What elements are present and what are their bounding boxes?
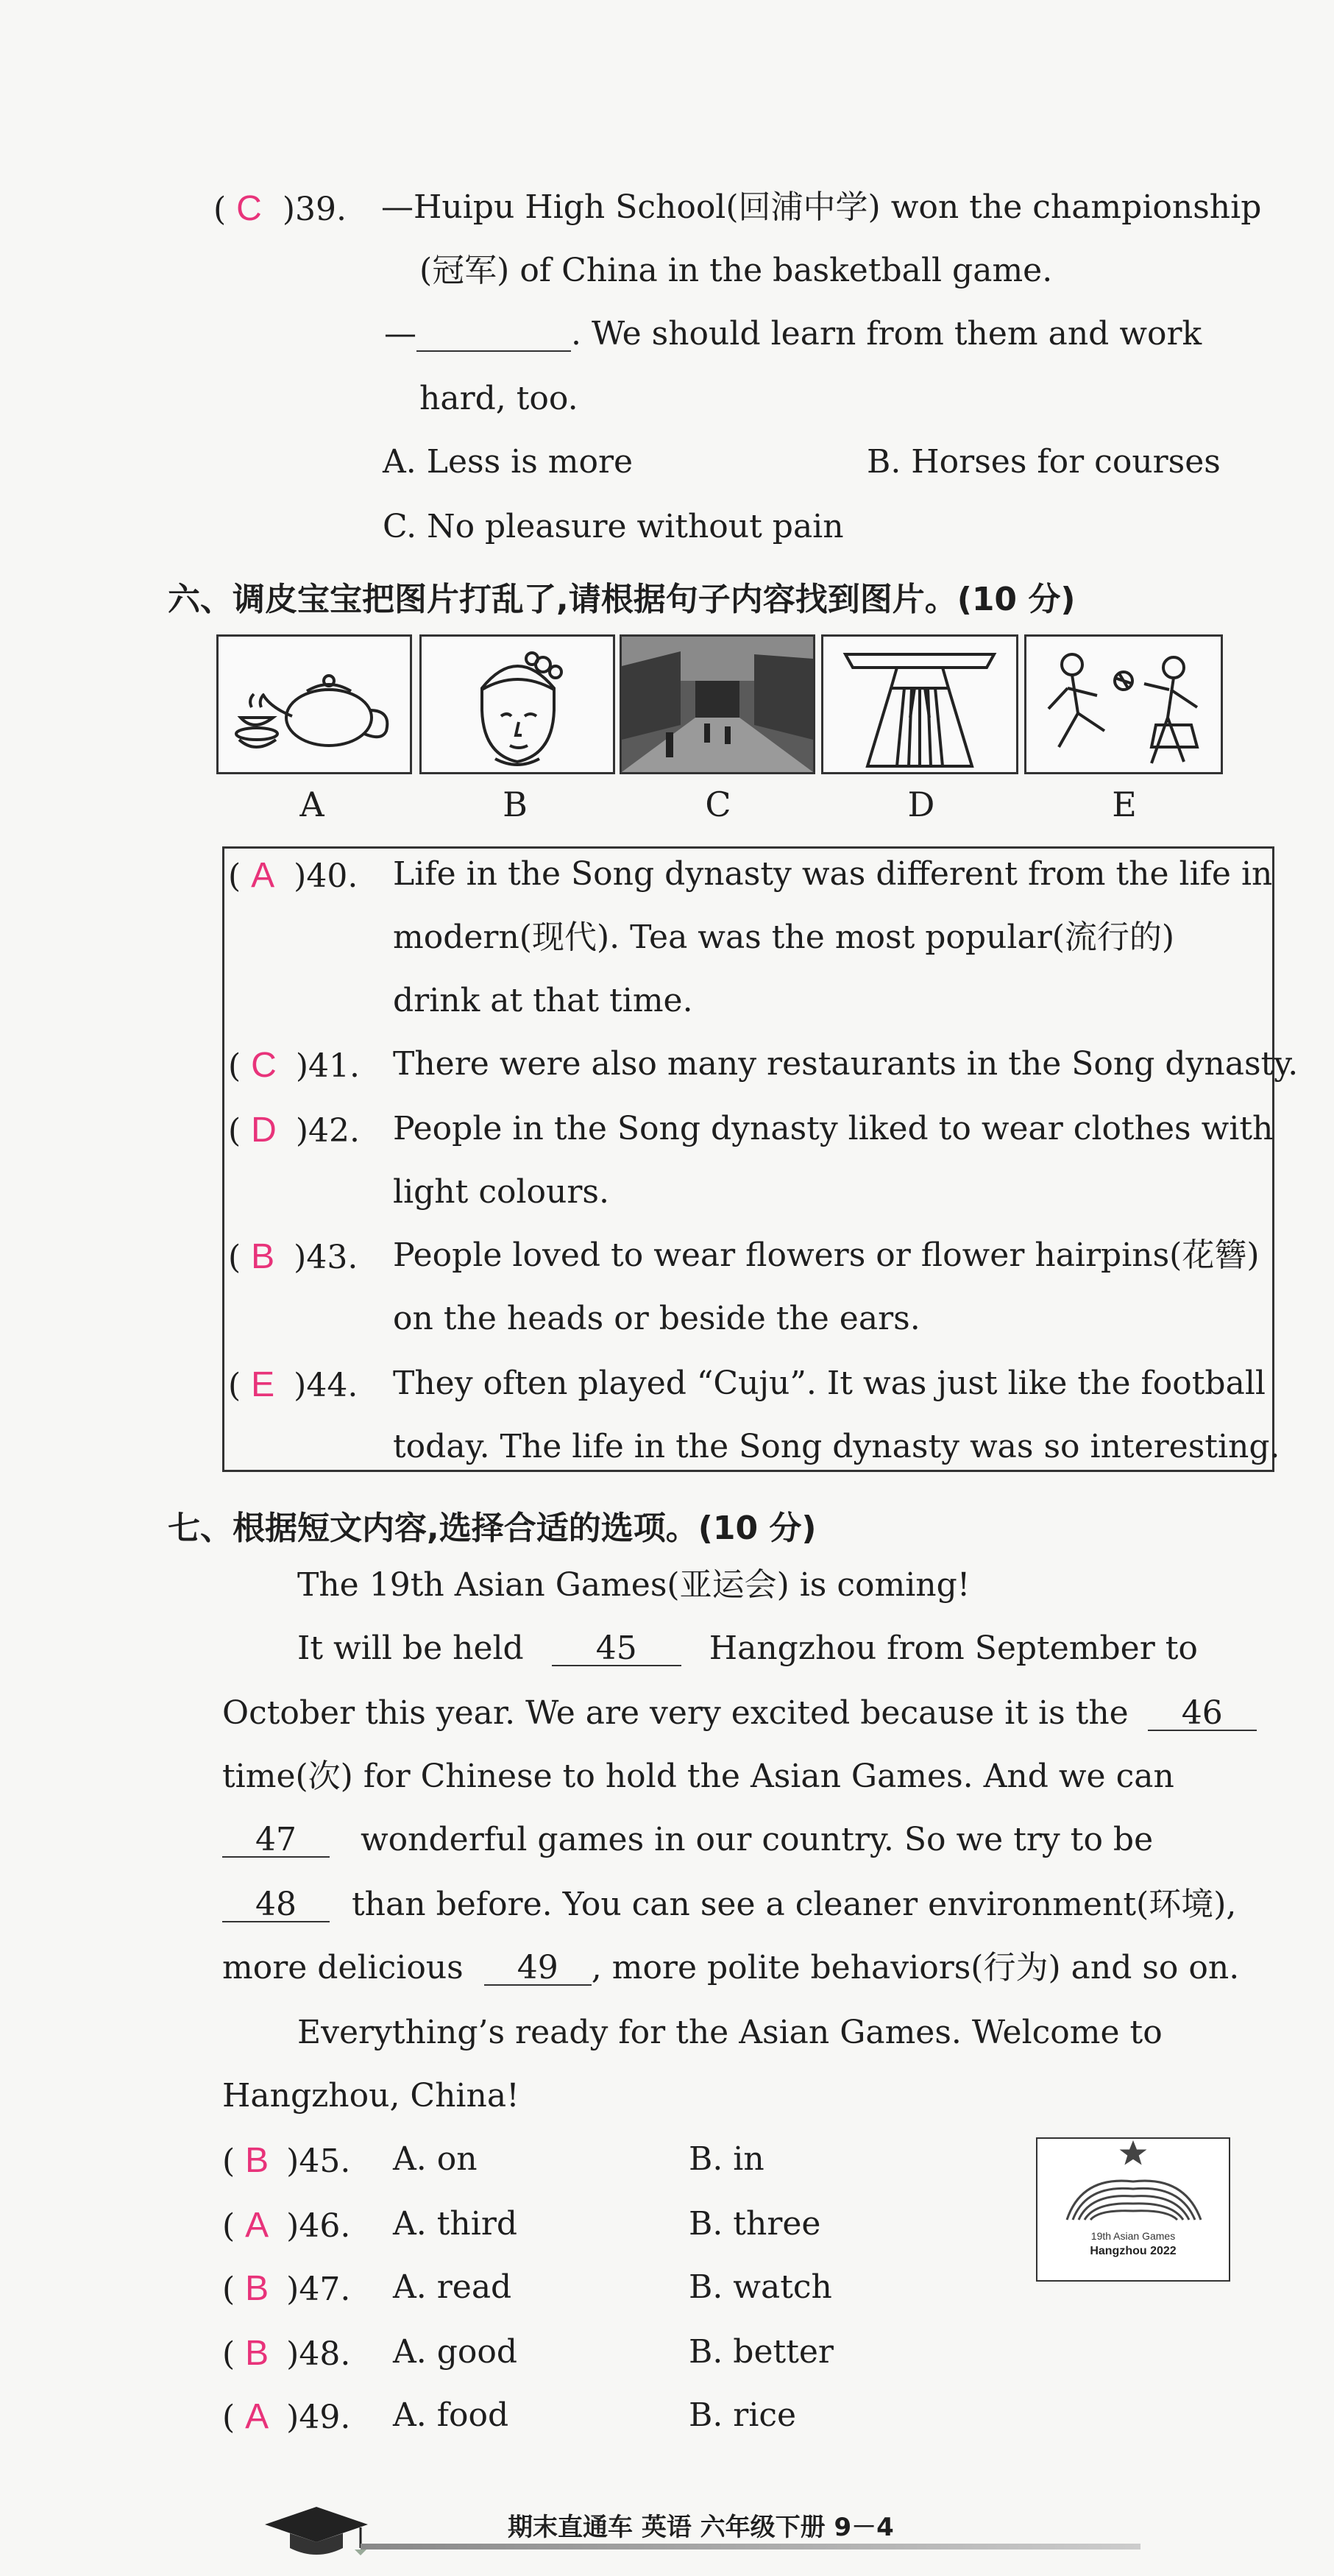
passage-text: than before. You can see a cleaner environment(环境), xyxy=(352,1886,1237,1923)
q44-number: )44. xyxy=(294,1367,358,1404)
q39-option-c: C. No pleasure without pain xyxy=(383,508,844,545)
choice-row-47: ( B )47. xyxy=(222,2269,351,2308)
blank-45: 45 xyxy=(552,1632,681,1666)
q42-row: ( D )42. xyxy=(228,1111,360,1150)
passage-line-1: The 19th Asian Games(亚运会) is coming! xyxy=(297,1566,971,1604)
q43-row: ( B )43. xyxy=(228,1237,358,1276)
q47-number: )47. xyxy=(286,2271,351,2308)
q43-line1: People loved to wear flowers or flower hairpins(花簪) xyxy=(393,1236,1260,1274)
picture-b-hairpin-woman xyxy=(419,634,615,774)
street-photo-icon xyxy=(622,637,813,772)
blank-46: 46 xyxy=(1148,1697,1257,1731)
q40-answer: A xyxy=(251,856,275,895)
choice-row-49: ( A )49. xyxy=(222,2397,351,2436)
q39-dash: — xyxy=(384,315,416,353)
section6-title: 六、调皮宝宝把图片打乱了,请根据句子内容找到图片。(10 分) xyxy=(168,581,1076,618)
choice-row-48: ( B )48. xyxy=(222,2334,351,2373)
q44-line2: today. The life in the Song dynasty was so interesting. xyxy=(393,1428,1280,1465)
q42-number: )42. xyxy=(295,1112,360,1150)
q39-line4: hard, too. xyxy=(419,380,578,417)
q41-number: )41. xyxy=(295,1047,360,1085)
passage-line-4: time(次) for Chinese to hold the Asian Games. And we can xyxy=(222,1758,1174,1795)
q39-line3 xyxy=(384,315,1202,353)
q44-answer: E xyxy=(251,1365,275,1404)
q39-number: )39. xyxy=(282,191,347,228)
q49-option-a: A. food xyxy=(393,2396,509,2434)
asian-games-emblem-icon xyxy=(1037,2139,1229,2280)
q42-answer: D xyxy=(251,1111,277,1150)
choice-row-45: ( B )45. xyxy=(222,2141,351,2180)
picture-a-teapot xyxy=(216,634,412,774)
q43-answer: B xyxy=(251,1237,275,1276)
passage-text: It will be held xyxy=(297,1630,524,1667)
cuju-players-icon xyxy=(1026,637,1221,772)
q49-answer: A xyxy=(245,2397,269,2436)
asian-games-logo xyxy=(1036,2137,1230,2282)
logo-line-2: Hangzhou 2022 xyxy=(1090,2245,1177,2257)
passage-line-6 xyxy=(222,1886,1237,1923)
picture-label-e: E xyxy=(1112,785,1137,824)
q45-answer: B xyxy=(245,2141,269,2180)
picture-e-cuju-players xyxy=(1024,634,1223,774)
q39-blank xyxy=(416,318,571,352)
passage-line-3 xyxy=(222,1694,1257,1732)
q46-number: )46. xyxy=(286,2207,351,2245)
q45-number: )45. xyxy=(286,2142,351,2180)
q46-answer: A xyxy=(245,2206,269,2245)
q47-option-a: A. read xyxy=(393,2268,512,2306)
passage-text: Hangzhou from September to xyxy=(709,1630,1198,1667)
passage-line-7 xyxy=(222,1949,1240,1986)
q48-option-a: A. good xyxy=(393,2333,518,2371)
q40-line2: modern(现代). Tea was the most popular(流行的) xyxy=(393,919,1175,956)
q40-row: ( A )40. xyxy=(228,856,358,895)
q44-line1: They often played “Cuju”. It was just like the football xyxy=(393,1365,1266,1402)
q40-line3: drink at that time. xyxy=(393,982,693,1019)
section7-title: 七、根据短文内容,选择合适的选项。(10 分) xyxy=(168,1510,817,1547)
q48-answer: B xyxy=(245,2334,269,2373)
paren-open: ( xyxy=(213,191,237,228)
passage-line-2 xyxy=(297,1632,1198,1666)
q48-option-b: B. better xyxy=(689,2333,834,2371)
q40-line1: Life in the Song dynasty was different from the life in xyxy=(393,855,1273,893)
picture-c-street-scene xyxy=(620,634,815,774)
picture-label-b: B xyxy=(503,785,528,824)
q47-option-b: B. watch xyxy=(689,2268,832,2306)
blank-47: 47 xyxy=(222,1824,330,1858)
dress-icon xyxy=(823,637,1016,772)
passage-text: wonderful games in our country. So we try to be xyxy=(361,1821,1154,1858)
q49-number: )49. xyxy=(286,2399,351,2436)
picture-label-a: A xyxy=(299,785,324,824)
q48-number: )48. xyxy=(286,2335,351,2373)
q46-option-b: B. three xyxy=(689,2205,821,2243)
footer-divider xyxy=(361,2544,1140,2550)
q39-option-a: A. Less is more xyxy=(383,443,634,481)
q42-line2: light colours. xyxy=(393,1173,609,1211)
woman-portrait-icon xyxy=(422,637,613,772)
passage-text: more delicious xyxy=(222,1949,464,1986)
blank-49: 49 xyxy=(484,1952,592,1986)
picture-label-c: C xyxy=(705,785,731,824)
q43-number: )43. xyxy=(294,1239,358,1276)
passage-text: October this year. We are very excited because it is the xyxy=(222,1694,1129,1732)
logo-line-1: 19th Asian Games xyxy=(1090,2230,1176,2242)
passage-text: , more polite behaviors(行为) and so on. xyxy=(591,1949,1240,1986)
footer-text: 期末直通车 英语 六年级下册 9－4 xyxy=(508,2513,894,2542)
q39-line3-text: . We should learn from them and work xyxy=(571,315,1202,353)
q43-line2: on the heads or beside the ears. xyxy=(393,1300,920,1337)
q39-answer: C xyxy=(236,189,262,228)
picture-d-hanfu-dress xyxy=(821,634,1018,774)
passage-line-9: Hangzhou, China! xyxy=(222,2077,519,2115)
q41-answer: C xyxy=(251,1046,277,1085)
passage-line-5 xyxy=(222,1821,1154,1858)
q46-option-a: A. third xyxy=(393,2205,518,2243)
passage-line-8: Everything’s ready for the Asian Games. Welcome to xyxy=(297,2014,1163,2051)
q42-line1: People in the Song dynasty liked to wear clothes with xyxy=(393,1110,1274,1147)
q40-number: )40. xyxy=(294,857,358,895)
q45-option-a: A. on xyxy=(393,2140,478,2178)
q41-row: ( C )41. xyxy=(228,1046,360,1085)
q39-option-b: B. Horses for courses xyxy=(867,443,1221,481)
q39-line1: —Huipu High School(回浦中学) won the championship xyxy=(381,188,1262,226)
q41-line1: There were also many restaurants in the Song dynasty. xyxy=(393,1045,1299,1083)
q49-option-b: B. rice xyxy=(689,2396,797,2434)
q45-option-b: B. in xyxy=(689,2140,764,2178)
picture-label-d: D xyxy=(907,785,935,824)
choice-row-46: ( A )46. xyxy=(222,2206,351,2245)
graduation-cap-icon xyxy=(258,2502,375,2564)
q39-line2: (冠军) of China in the basketball game. xyxy=(419,252,1053,289)
q44-row: ( E )44. xyxy=(228,1365,358,1404)
blank-48: 48 xyxy=(222,1889,330,1922)
q39-row xyxy=(213,191,347,227)
teapot-icon xyxy=(219,637,410,772)
q47-answer: B xyxy=(245,2269,269,2308)
